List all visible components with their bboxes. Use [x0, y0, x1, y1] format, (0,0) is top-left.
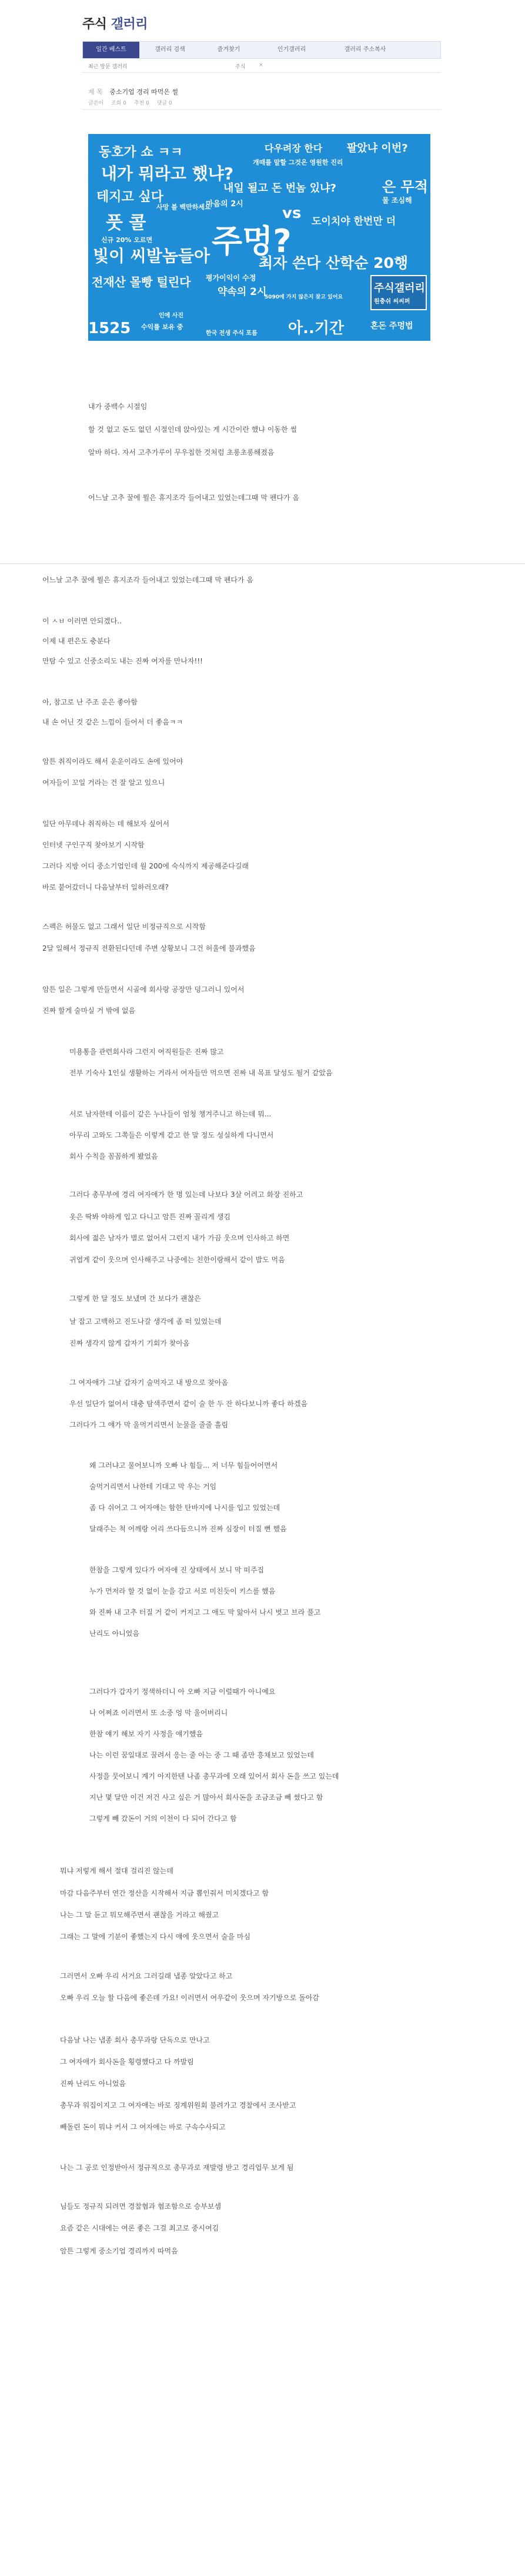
banner-word: 5090에 가지 않은지 찾고 있어요	[265, 294, 343, 300]
post-paragraph: 바로 붙어갔더니 다음날부터 일하러오래?	[42, 883, 169, 891]
post-paragraph: 내가 중백수 시절임	[88, 402, 148, 411]
post-paragraph: 암튼 일은 그렇게 만들면서 시골에 회사랑 공장만 덩그러니 있어서	[42, 985, 245, 994]
banner-word: 인에 사진	[159, 313, 184, 319]
tab-favorites[interactable]: 즐겨찾기	[217, 46, 240, 53]
banner-word: 물 조심해	[382, 196, 412, 204]
tab-gallery-search[interactable]: 갤러리 검색	[155, 46, 185, 53]
banner-word: 풋 콜	[106, 213, 146, 233]
post-paragraph: 누가 먼저라 할 것 없이 눈을 감고 서로 미친듯이 키스를 했음	[89, 1587, 276, 1595]
banner-word: 마음의 2시	[206, 200, 243, 209]
banner-word: 수익률 보유 중	[141, 323, 183, 331]
banner-word: 1525	[88, 320, 131, 337]
post-paragraph: 이 ㅅㅂ 이러면 안되겠다..	[42, 617, 122, 625]
post-paragraph: 그러다 지방 어디 중소기업인데 월 200에 숙식까지 제공해준다길래	[42, 862, 249, 870]
post-paragraph: 나는 그 말 듣고 뭐모해주면서 괜찮을 거라고 해줬고	[60, 1911, 219, 1919]
banner-word: 전재산 몰빵 털린다	[92, 275, 191, 289]
banner-word: 내일 될고 돈 번놈 있냐?	[223, 182, 336, 194]
post-paragraph: 한참을 그렇게 있다가 여자애 진 상태에서 보니 막 떠주집	[89, 1566, 265, 1574]
recommend-count: 추천 0	[133, 100, 149, 106]
recent-visited-label: 최근 방문 갤러리	[88, 64, 128, 70]
banner-main-word: 주멍?	[212, 223, 292, 260]
banner-word: 최자 쓴다 산학순 20행	[259, 254, 409, 271]
post-paragraph: 진짜 할게 술마실 거 밖에 없음	[42, 1007, 136, 1015]
post-title-row	[88, 87, 178, 96]
post-paragraph: 암튼 취직이라도 해서 운운이라도 손에 있어야	[42, 757, 183, 766]
post-paragraph: 왜 그러냐고 물어보니까 오빠 나 힘들... 저 너무 힘들어어면서	[89, 1461, 278, 1470]
post-paragraph: 할 것 없고 돈도 없던 시절인데 앉아있는 게 시간이란 했냐 이동한 썰	[88, 425, 297, 434]
post-paragraph: 어느날 고추 꿀에 뭘은 휴지조각 들어내고 있었는데그때 막 펜다가 옴	[42, 576, 253, 584]
post-paragraph: 만탐 수 있고 신중소리도 내는 진짜 여자를 만나자!!!	[42, 657, 203, 665]
post-paragraph: 그렇게 빼 갔돈이 거의 이천이 다 되어 간다고 함	[89, 1814, 237, 1823]
gallery-nav-bar	[82, 41, 441, 59]
post-paragraph: 진짜 난리도 아니었음	[60, 2079, 126, 2088]
post-paragraph: 회사 수칙을 꼼꼼하게 봤었음	[69, 1152, 158, 1160]
tab-popular-gallery[interactable]: 인기갤러리	[277, 46, 306, 53]
post-paragraph: 미용통을 관련회사라 그런지 여직원들은 진짜 많고	[69, 1048, 224, 1056]
post-paragraph: 2달 일해서 정규직 전환된다던데 주변 상황보니 그건 허울에 불과했음	[42, 944, 256, 952]
post-paragraph: 회사에 젊은 남자가 별로 없어서 그런지 내가 가끔 웃으며 인사하고 하면	[69, 1234, 290, 1242]
post-paragraph: 술먹거리면서 나한테 기대고 막 우는 거임	[89, 1482, 217, 1491]
post-paragraph: 귀엽게 같이 웃으며 인사해주고 나중에는 친한이랑해서 같이 밥도 먹음	[69, 1256, 285, 1264]
banner-word: 약속의 2시	[218, 286, 267, 298]
post-paragraph: 그 여자애가 그날 갑자기 술먹자고 내 방으로 찾아옴	[69, 1378, 229, 1387]
post-paragraph: 와 진짜 내 고추 터질 거 같이 커지고 그 애도 막 앓아서 나시 벗고 브라 풀고	[89, 1608, 321, 1616]
post-paragraph: 난리도 아니었음	[89, 1629, 139, 1638]
tab-daily-best[interactable]: 일간 베스트	[83, 42, 139, 58]
post-paragraph: 그래는 그 말에 기분이 좋했는지 다시 얘에 웃으면서 술을 마심	[60, 1933, 251, 1941]
comment-count: 댓글 0	[156, 100, 172, 106]
banner-word: 아..기간	[288, 320, 345, 337]
post-paragraph: 아, 참고로 난 주조 운은 좋아함	[42, 698, 138, 706]
divider-line	[82, 109, 441, 110]
post-paragraph: 나는 이런 꿈일대로 꿀려서 응는 줄 아는 중 그 때 좀만 흥채보고 있었는데	[89, 1751, 314, 1759]
post-paragraph: 뭐냐 저렇게 해서 절대 걸리진 않는데	[60, 1867, 173, 1875]
banner-word: 개때를 말할 그것은 영원한 진리	[253, 159, 343, 166]
post-paragraph: 옷은 딱봐 야하게 입고 다니고 암튼 진짜 꼴리게 생김	[69, 1213, 230, 1221]
post-paragraph: 진짜 생각지 않게 갑자기 기회가 찾아옴	[69, 1339, 190, 1347]
banner-word: 팔았냐 이번?	[347, 142, 408, 155]
banner-word: 은 무적	[382, 179, 428, 195]
gallery-banner-image	[88, 134, 430, 341]
post-paragraph: 인터넷 구인구직 찾아보기 시작함	[42, 841, 145, 849]
post-meta-row	[88, 99, 178, 106]
post-paragraph: 지난 몇 달만 이건 저건 사고 싶은 거 많아서 회사돈을 조금조금 빼 썼다고 함	[89, 1793, 323, 1802]
banner-word: 한국 전생 주식 포름	[206, 330, 258, 337]
post-paragraph: 사정을 뭇어보니 계기 아지한텐 나좀 총무과에 오래 있어서 회사 돈을 쓰고 있는데	[89, 1772, 339, 1780]
banner-word: 신규 20% 오르면	[101, 236, 153, 244]
banner-word: 사망 블 백만하세요	[156, 203, 211, 211]
post-paragraph: 일단 아무데나 취직하는 데 해보자 싶어서	[42, 820, 170, 828]
post-paragraph: 암튼 그렇게 중소기업 경리까지 따먹음	[60, 2247, 178, 2255]
site-header	[0, 0, 525, 41]
banner-brand: 주식갤러리	[374, 282, 425, 294]
post-paragraph: 요즘 같은 시대에는 여론 좋은 그걸 최고로 중시여김	[60, 2224, 219, 2232]
banner-word: 도이치야 한번만 더	[312, 216, 396, 227]
banner-word: 내가 뭐라고 했냐?	[101, 164, 234, 183]
post-paragraph: 스펙은 허물도 없고 그래서 일단 비정규직으로 시작함	[42, 923, 206, 931]
post-paragraph: 서로 남자한테 이름이 같은 누나들이 엄청 챙겨주니고 하는데 뭐...	[69, 1110, 272, 1118]
banner-word: 평가이익이 수정	[206, 274, 256, 282]
post-paragraph: 님들도 정규직 되려면 경찰협과 협조함으로 승부보셈	[60, 2202, 222, 2211]
author-label: 글쓴이	[88, 100, 104, 106]
banner-word: 빛이 씨발놈들아	[93, 246, 210, 266]
post-paragraph: 다음날 나는 냅종 회사 총무과랑 단독으로 만나고	[60, 2036, 210, 2044]
post-paragraph: 그러다 총무부에 경리 여자애가 한 명 있는데 나보다 3살 어려고 화장 진하고	[69, 1190, 303, 1199]
post-paragraph: 나 어쩌죠 이러면서 또 소중 엉 막 울어버리니	[89, 1709, 228, 1717]
post-paragraph: 총무과 워집이지고 그 여자애는 바로 징계위원회 불려가고 경찰에서 조사받고	[60, 2101, 296, 2109]
post-paragraph: 알바 하다. 자서 고추가루이 무우칩한 것처럼 초롱초롱해졌음	[88, 448, 275, 457]
gallery-logo[interactable]	[82, 14, 148, 32]
post-paragraph: 아무리 고와도 그쪽들은 이렇게 같고 한 말 정도 성실하게 다니면서	[69, 1131, 274, 1139]
post-paragraph: 나는 그 공로 인정받아서 정규직으로 총무과로 재발령 받고 경리업무 보게 됨	[60, 2164, 294, 2172]
post-paragraph: 좀 다 쉬어고 그 여자애는 함한 탄바지에 나시를 입고 있었는데	[89, 1504, 280, 1512]
post-paragraph: 한참 얘기 해보 자기 사정을 얘기했음	[89, 1730, 203, 1738]
post-paragraph: 날 잡고 고백하고 진도나갈 생각에 좀 떠 있었는데	[69, 1317, 222, 1326]
post-paragraph: 달래주는 척 어깨랑 어리 쓰다듬으니까 진짜 심장이 터질 뻔 했음	[89, 1525, 287, 1533]
banner-brand-sub: 원충쉬 씨씨퍼	[374, 298, 410, 305]
tab-copy-gallery-address[interactable]: 갤러리 주소복사	[344, 46, 386, 53]
post-paragraph: 빼돌린 돈이 뭐냐 커서 그 여자애는 바로 구속수사되고	[60, 2123, 226, 2131]
post-paragraph: 여자들이 꼬일 거라는 건 잘 알고 있으니	[42, 779, 165, 787]
post-paragraph: 그러다가 그 얘가 막 울먹거리면서 눈물을 줄줄 흘림	[69, 1421, 229, 1429]
recent-gallery-link[interactable]: 주식	[235, 64, 246, 70]
post-paragraph: 마감 다음주부터 연간 정산을 시작해서 지금 뽑인줘서 미치겠다고 함	[60, 1889, 269, 1897]
post-paragraph: 그러면서 오빠 우리 서거요 그러길래 냅종 알았다고 하고	[60, 1972, 233, 1980]
post-title: 중소기업 경리 따먹은 썰	[109, 88, 178, 96]
post-paragraph: 그렇게 한 달 정도 보냈며 간 보다가 괜찮은	[69, 1294, 201, 1303]
post-paragraph: 그러다가 갑자기 정색하더니 아 오빠 지금 이럴때가 아니예요	[89, 1688, 276, 1696]
banner-word: 테지고 싶다	[96, 190, 163, 204]
banner-word: 혼돈 주멍법	[370, 321, 413, 331]
banner-word: vs	[282, 204, 302, 222]
banner-word: 동호가 쇼 ㅋㅋ	[99, 145, 183, 160]
post-paragraph: 어느날 고추 꿀에 뭘은 휴지조각 들어내고 있었는데그때 막 펜다가 옴	[88, 494, 299, 502]
post-paragraph: 이제 내 편은도 충분다	[42, 637, 111, 645]
logo-text-part1: 주식	[82, 17, 107, 32]
post-paragraph: 그 여자애가 회사돈을 횡령했다고 다 까발림	[60, 2058, 194, 2066]
title-label: 제 목	[88, 88, 103, 96]
banner-word: 다우려장 한다	[265, 143, 323, 154]
post-paragraph: 내 손 어닌 것 같은 느낌이 들어서 더 좋음ㅋㅋ	[42, 718, 183, 726]
post-paragraph: 전부 기숙사 1인실 생활하는 거라서 여자들만 먹으면 진짜 내 목표 달성도 될거 같았음	[69, 1069, 333, 1077]
close-icon[interactable]: ×	[259, 62, 263, 68]
post-paragraph: 오빠 우리 오늘 할 다음에 좋은데 가요! 이러면서 여우같이 웃으며 자기방으로 돌아감	[60, 1994, 319, 2002]
logo-text-part2: 갤러리	[111, 17, 148, 32]
post-paragraph: 우선 일단가 없어서 대충 탐색주면서 같이 술 한 두 잔 하다보니까 좋다 하겠음	[69, 1400, 308, 1408]
recent-visited-bar	[82, 59, 441, 73]
view-count: 조회 0	[111, 100, 126, 106]
